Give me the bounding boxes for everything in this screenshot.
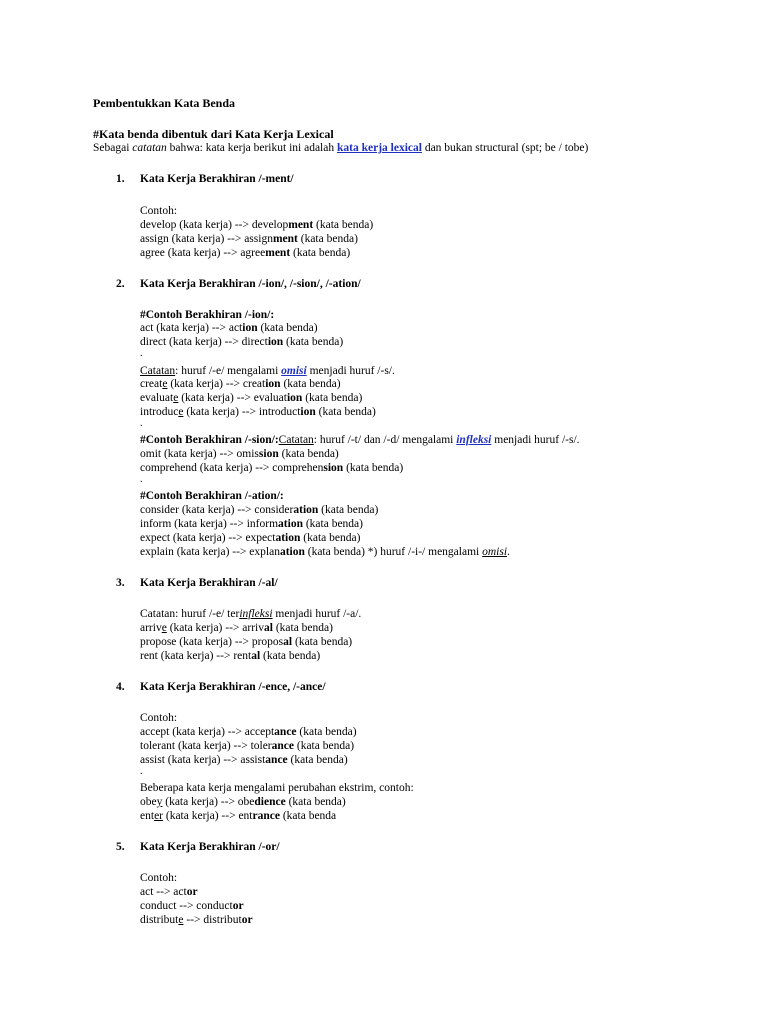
contoh-label: Contoh:	[140, 712, 178, 724]
subheading-ion: #Contoh Berakhiran /-ion/:	[140, 309, 275, 321]
section-5-number: 5.	[116, 841, 125, 853]
example-row: assign (kata kerja) --> assignment (kata benda)	[140, 233, 358, 245]
catatan-line: Catatan: huruf /-e/ terinfleksi menjadi huruf /-a/.	[140, 608, 362, 620]
example-row: introduce (kata kerja) --> introduction (kata benda)	[140, 406, 376, 418]
section-4-number: 4.	[116, 681, 125, 693]
section-5-heading: Kata Kerja Berakhiran /-or/	[140, 841, 280, 853]
example-row: expect (kata kerja) --> expectation (kata benda)	[140, 532, 361, 544]
subheading-ation: #Contoh Berakhiran /-ation/:	[140, 490, 284, 502]
contoh-label: Contoh:	[140, 872, 178, 884]
example-row: propose (kata kerja) --> proposal (kata benda)	[140, 636, 353, 648]
example-row: act --> actor	[140, 886, 198, 898]
example-row: rent (kata kerja) --> rental (kata benda)	[140, 650, 321, 662]
example-row: enter (kata kerja) --> entrance (kata benda	[140, 810, 337, 822]
contoh-label: Contoh:	[140, 205, 178, 217]
section-2-heading: Kata Kerja Berakhiran /-ion/, /-sion/, /-ation/	[140, 278, 361, 290]
note-line: Beberapa kata kerja mengalami perubahan ekstrim, contoh:	[140, 782, 414, 794]
example-row: distribute --> distributor	[140, 914, 253, 926]
example-row: arrive (kata kerja) --> arrival (kata benda)	[140, 622, 333, 634]
example-row: consider (kata kerja) --> consideration (kata benda)	[140, 504, 379, 516]
example-row: comprehend (kata kerja) --> comprehension (kata benda)	[140, 462, 404, 474]
separator-dot: .	[140, 766, 143, 777]
example-row: direct (kata kerja) --> direction (kata benda)	[140, 336, 344, 348]
separator-dot: .	[140, 348, 143, 359]
kata-kerja-lexical-link[interactable]: kata kerja lexical	[336, 142, 422, 154]
catatan-line: Catatan: huruf /-e/ mengalami omisi menjadi huruf /-s/.	[140, 365, 395, 377]
intro-line: Sebagai catatan bahwa: kata kerja berikut ini adalah kata kerja lexical dan bukan structural (spt; be / tobe)	[93, 142, 589, 154]
infleksi-link[interactable]: infleksi	[456, 434, 492, 446]
page-title: Pembentukkan Kata Benda	[93, 96, 236, 110]
example-row: develop (kata kerja) --> development (kata benda)	[140, 219, 374, 231]
example-row: evaluate (kata kerja) --> evaluation (kata benda)	[140, 392, 363, 404]
example-row: omit (kata kerja) --> omission (kata benda)	[140, 448, 339, 460]
section-1-heading: Kata Kerja Berakhiran /-ment/	[140, 173, 294, 185]
example-row: obey (kata kerja) --> obedience (kata benda)	[140, 796, 346, 808]
section-2-number: 2.	[116, 278, 125, 290]
example-row: act (kata kerja) --> action (kata benda)	[140, 322, 318, 334]
separator-dot: .	[140, 474, 143, 485]
example-row: agree (kata kerja) --> agreement (kata benda)	[140, 247, 351, 259]
section-4-heading: Kata Kerja Berakhiran /-ence, /-ance/	[140, 681, 326, 693]
subheading-sion: #Contoh Berakhiran /-sion/:Catatan: huruf /-t/ dan /-d/ mengalami infleksi menjadi huruf /-s/.	[140, 434, 580, 446]
omisi-link[interactable]: omisi	[281, 365, 307, 377]
example-row: explain (kata kerja) --> explanation (kata benda) *) huruf /-i-/ mengalami omisi.	[140, 546, 510, 558]
section-1-number: 1.	[116, 173, 125, 185]
example-row: create (kata kerja) --> creation (kata benda)	[140, 378, 341, 390]
example-row: inform (kata kerja) --> information (kata benda)	[140, 518, 363, 530]
separator-dot: .	[140, 418, 143, 429]
example-row: tolerant (kata kerja) --> tolerance (kata benda)	[140, 740, 355, 752]
example-row: accept (kata kerja) --> acceptance (kata benda)	[140, 726, 357, 738]
example-row: assist (kata kerja) --> assistance (kata benda)	[140, 754, 348, 766]
subtitle: #Kata benda dibentuk dari Kata Kerja Lexical	[93, 127, 334, 141]
section-3-number: 3.	[116, 577, 125, 589]
example-row: conduct --> conductor	[140, 900, 244, 912]
section-3-heading: Kata Kerja Berakhiran /-al/	[140, 577, 278, 589]
